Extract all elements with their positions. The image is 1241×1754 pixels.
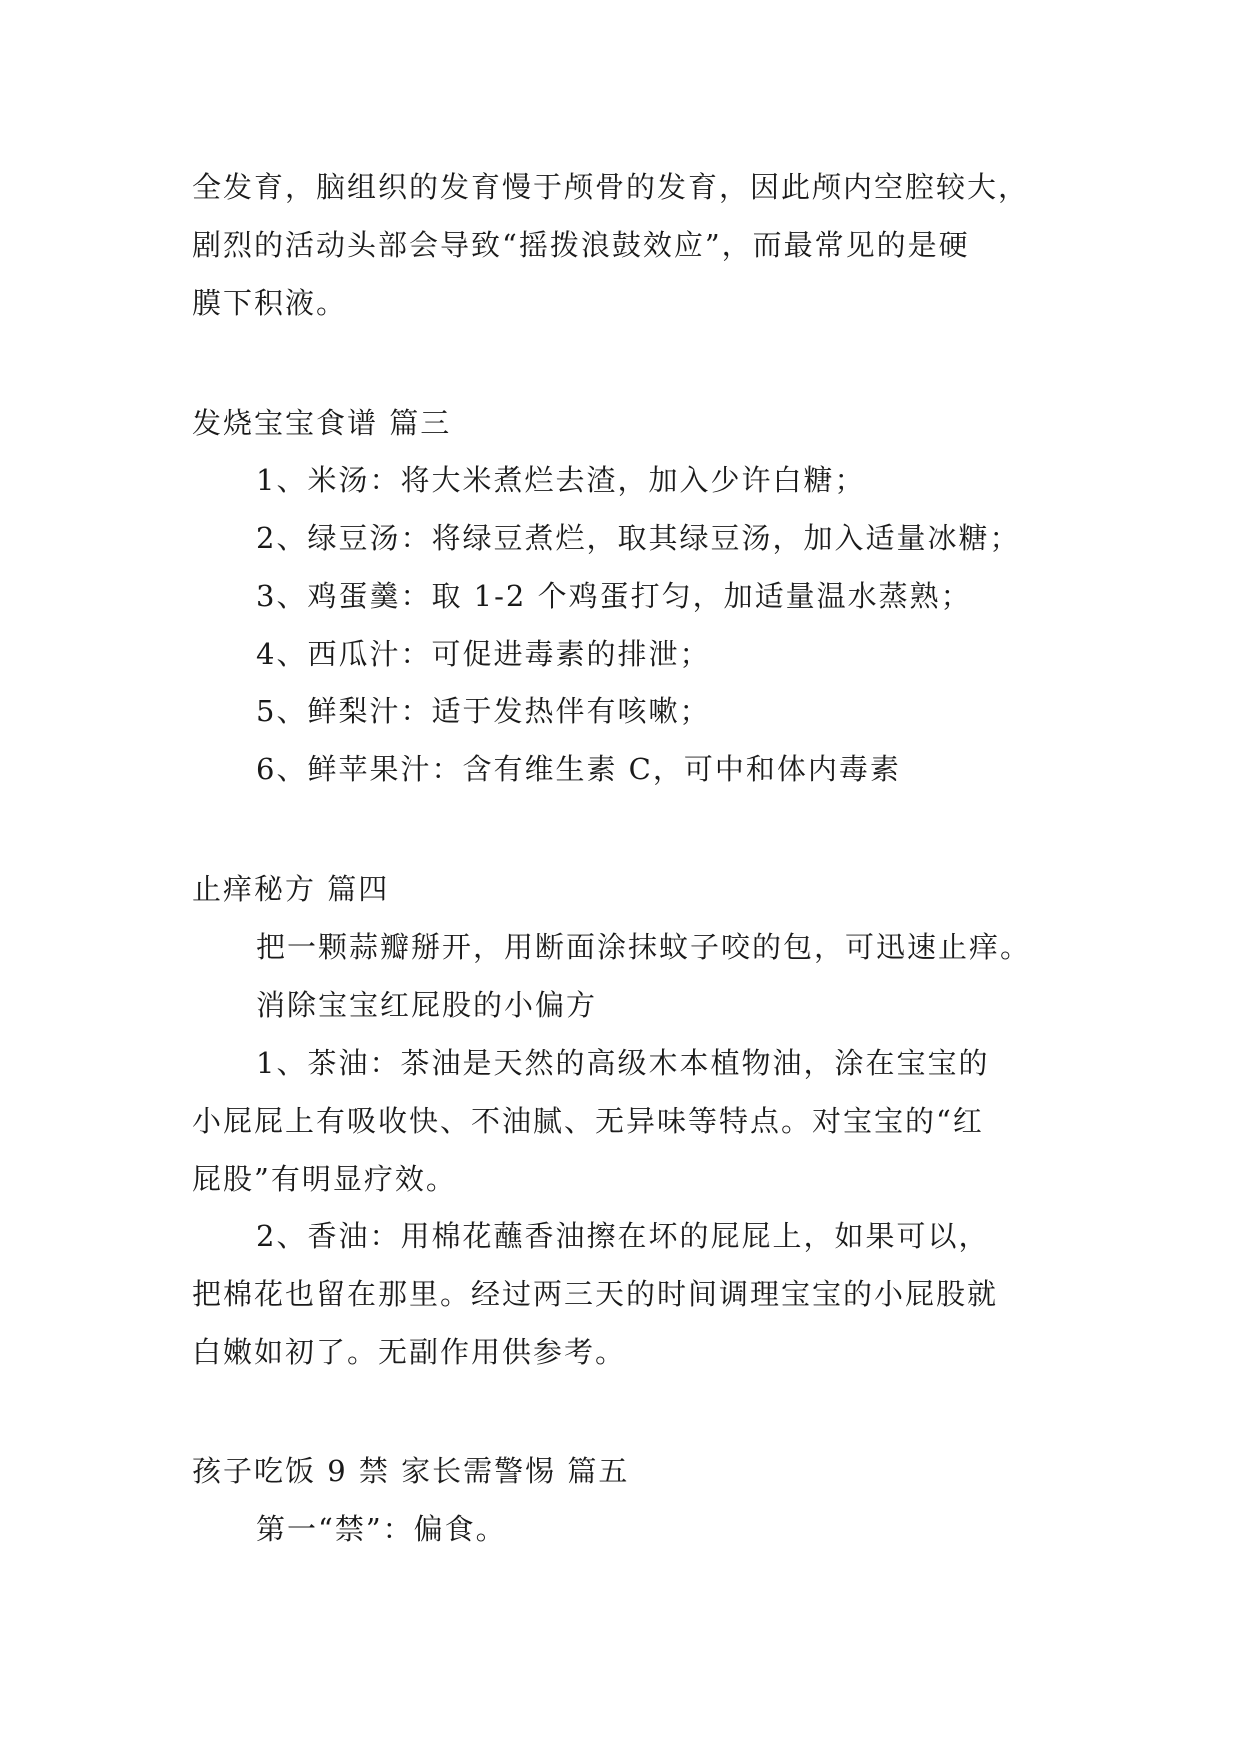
paragraph-line: 把一颗蒜瓣掰开，用断面涂抹蚊子咬的包，可迅速止痒。 [256, 930, 1032, 964]
paragraph-line: 屁股”有明显疗效。 [192, 1162, 457, 1196]
list-item: 6、鲜苹果汁：含有维生素 C，可中和体内毒素 [256, 752, 901, 786]
paragraph-line: 小屁屁上有吸收快、不油腻、无异味等特点。对宝宝的“红 [192, 1104, 984, 1138]
paragraph-line: 1、茶油：茶油是天然的高级木本植物油，涂在宝宝的 [256, 1046, 990, 1080]
paragraph-line: 全发育，脑组织的发育慢于颅骨的发育，因此颅内空腔较大， [192, 170, 1030, 204]
section-heading: 发烧宝宝食谱 篇三 [192, 406, 452, 440]
section-heading: 止痒秘方 篇四 [192, 872, 390, 906]
paragraph-line: 膜下积液。 [192, 286, 348, 320]
paragraph-line: 把棉花也留在那里。经过两三天的时间调理宝宝的小屁股就 [192, 1277, 999, 1311]
list-item: 3、鸡蛋羹：取 1-2 个鸡蛋打匀，加适量温水蒸熟； [256, 579, 972, 613]
list-item: 2、绿豆汤：将绿豆煮烂，取其绿豆汤，加入适量冰糖； [256, 521, 1021, 555]
section-heading: 孩子吃饭 9 禁 家长需警惕 篇五 [192, 1454, 630, 1488]
list-item: 4、西瓜汁：可促进毒素的排泄； [256, 637, 711, 671]
paragraph-line: 第一“禁”：偏食。 [256, 1512, 507, 1546]
paragraph-line: 2、香油：用棉花蘸香油擦在坏的屁屁上，如果可以， [256, 1219, 990, 1253]
paragraph-line: 消除宝宝红屁股的小偏方 [256, 988, 598, 1022]
list-item: 1、米汤：将大米煮烂去渣，加入少许白糖； [256, 463, 866, 497]
paragraph-line: 剧烈的活动头部会导致“摇拨浪鼓效应”，而最常见的是硬 [192, 228, 970, 262]
paragraph-line: 白嫩如初了。无副作用供参考。 [192, 1335, 627, 1369]
list-item: 5、鲜梨汁：适于发热伴有咳嗽； [256, 694, 711, 728]
